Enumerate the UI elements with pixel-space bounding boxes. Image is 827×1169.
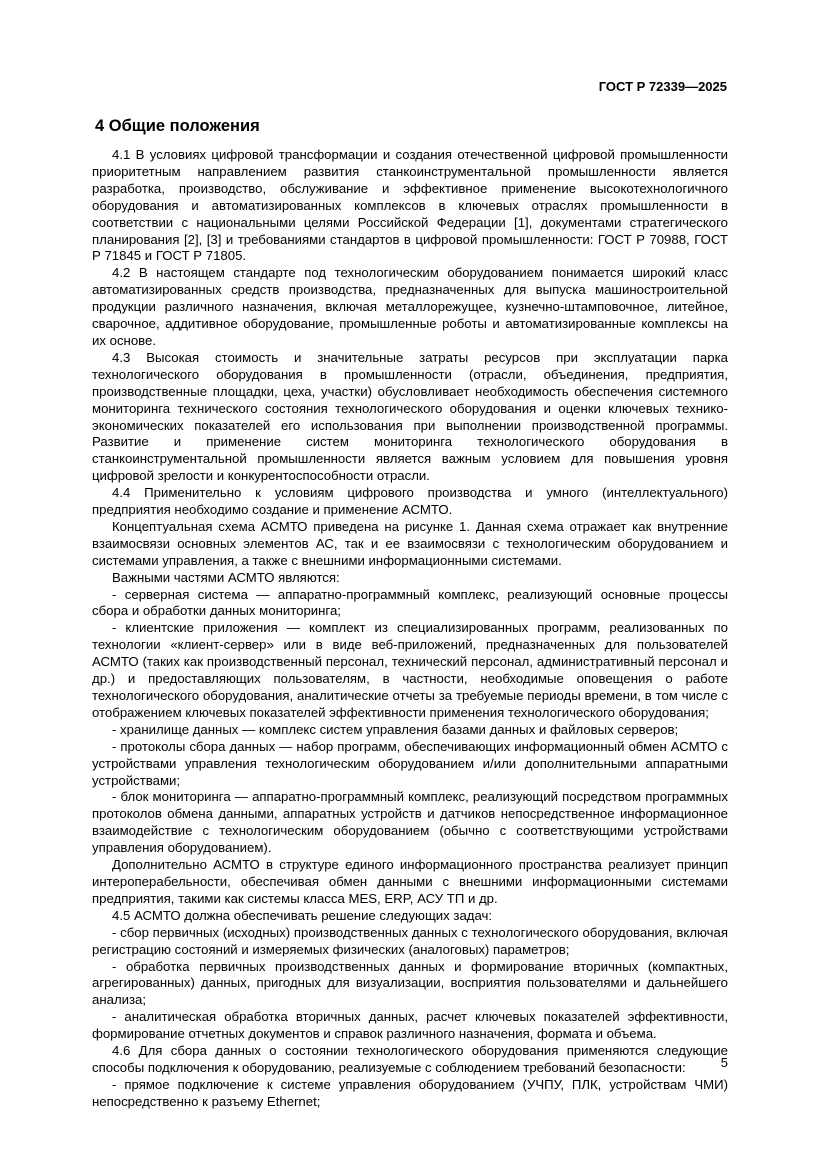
list-item: - сбор первичных (исходных) производственных данных с технологического оборудования, включая регистрацию состояний и измеряемых физических (аналоговых) параметров;: [92, 924, 728, 957]
paragraph-4-5: 4.5 АСМТО должна обеспечивать решение следующих задач:: [112, 907, 493, 923]
list-item: - серверная система — аппаратно-программный комплекс, реализующий основные процессы сбора и обработки данных мониторинга;: [92, 586, 728, 619]
document-code: ГОСТ Р 72339—2025: [598, 79, 727, 94]
paragraph-4-4: 4.4 Применительно к условиям цифрового производства и умного (интеллектуального) предприятия необходимо создание и применение АСМТО.: [92, 485, 728, 518]
list-item: - протоколы сбора данных — набор программ, обеспечивающих информационный обмен АСМТО с устройствами управления технологическим оборудованием и/или дополнительными аппаратными устройствами;: [92, 738, 728, 788]
list-item: - хранилище данных — комплекс систем управления базами данных и файловых серверов;: [112, 721, 679, 737]
section-heading: 4 Общие положения: [95, 117, 260, 135]
paragraph-4-6: 4.6 Для сбора данных о состоянии технологического оборудования применяются следующие способы подключения к оборудованию, реализуемые с соблюдением требований безопасности:: [92, 1043, 728, 1075]
list-item: - блок мониторинга — аппаратно-программный комплекс, реализующий посредством программных протоколов обмена данными, аппаратных устройств и датчиков непосредственное информационное взаимодействие с технологическим оборудованием (обычно с соответствующими устройствами управления оборудованием).: [92, 789, 728, 856]
page-number: 5: [720, 1055, 728, 1070]
paragraph-4-3: 4.3 Высокая стоимость и значительные затраты ресурсов при эксплуатации парка технологического оборудования в промышленности (отрасли, объединения, предприятия, производственные площадки, цеха, участки) обусловливает необходимость обеспечения системного мониторинга технического состояния технологического оборудования и оценки ключевых технико-экономических показателей его использования при выполнении производственной программы. Развитие и применение систем мониторинга технологического оборудования в станкоинструментальной промышленности является важным условием для повышения уровня цифровой зрелости и конкурентоспособности отрасли.: [92, 349, 728, 484]
list-item: - клиентские приложения — комплект из специализированных программ, реализованных по технологии «клиент-сервер» или в виде веб-приложений, предназначенных для пользователей АСМТО (таких как производственный персонал, технический персонал, административный персонал и др.) и предоставляющих пользователям, в частности, необходимые оповещения о работе технологического оборудования, аналитические отчеты за требуемые периоды времени, в том числе с отображением ключевых показателей эффективности применения технологического оборудования;: [92, 620, 728, 720]
paragraph-parts-intro: Важными частями АСМТО являются:: [112, 569, 340, 585]
page-content: [92, 116, 728, 1111]
list-item: - прямое подключение к системе управления оборудованием (УЧПУ, ПЛК, устройствам ЧМИ) непосредственно к разъему Ethernet;: [92, 1076, 728, 1109]
paragraph-concept-scheme: Концептуальная схема АСМТО приведена на рисунке 1. Данная схема отражает как внутренние взаимосвязи основных элементов АС, так и ее взаимосвязи с технологическим оборудованием и системами управления, а также с внешними информационными системами.: [92, 518, 728, 568]
paragraph-4-2: 4.2 В настоящем стандарте под технологическим оборудованием понимается широкий класс автоматизированных средств производства, предназначенных для выпуска машиностроительной продукции различного назначения, включая металлорежущее, кузнечно-штамповочное, литейное, сварочное, аддитивное оборудование, промышленные роботы и автоматизированные комплексы на их основе.: [92, 265, 728, 348]
paragraph-interoperability: Дополнительно АСМТО в структуре единого информационного пространства реализует принцип интероперабельности, обеспечивая обмен данными с внешними информационными системами предприятия, такими как системы класса MES, ERP, АСУ ТП и др.: [92, 857, 728, 906]
list-item: - аналитическая обработка вторичных данных, расчет ключевых показателей эффективности, формирование отчетных документов и справок различного назначения, формата и объема.: [92, 1009, 728, 1042]
list-item: - обработка первичных производственных данных и формирование вторичных (компактных, агрегированных) данных, пригодных для визуализации, восприятия пользователями и дальнейшего анализа;: [92, 958, 728, 1008]
paragraph-4-1: 4.1 В условиях цифровой трансформации и создания отечественной цифровой промышленности приоритетным направлением развития станкоинструментальной промышленности является разработка, производство, обслуживание и эффективное применение высокотехнологичного оборудования и автоматизированных комплексов в ключевых отраслях промышленности в соответствии с национальными целями Российской Федерации [1], документами стратегического планирования [2], [3] и требованиями стандартов в цифровой промышленности: ГОСТ Р 70988, ГОСТ Р 71845 и ГОСТ Р 71805.: [92, 147, 728, 264]
